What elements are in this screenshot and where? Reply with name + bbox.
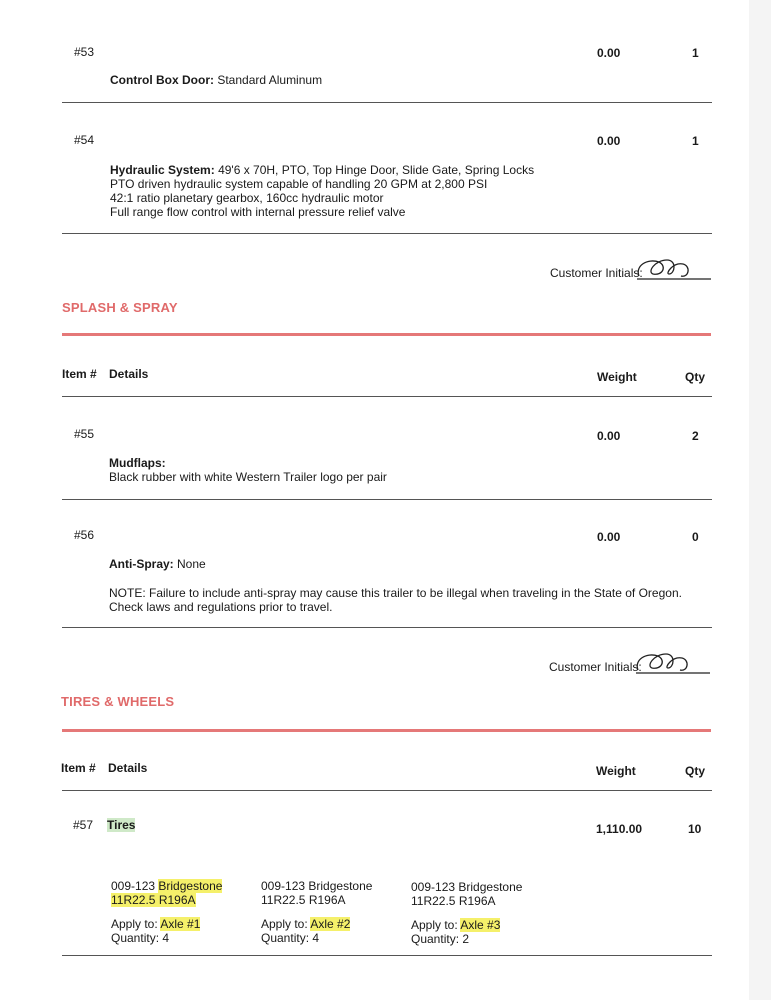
tire-spec: 009-123 Bridgestone 11R22.5 R196A Apply to: Axle #2 Quantity: 4 xyxy=(261,879,373,945)
customer-initials-label: Customer Initials: xyxy=(550,266,643,280)
item-weight: 1,110.00 xyxy=(596,822,643,836)
item-qty: 1 xyxy=(692,134,699,148)
header-weight: Weight xyxy=(596,764,636,778)
tire-spec: 009-123 Bridgestone 11R22.5 R196A Apply to: Axle #3 Quantity: 2 xyxy=(411,880,523,946)
header-item: Item # xyxy=(62,367,97,381)
item-qty: 1 xyxy=(692,46,699,60)
divider xyxy=(62,102,712,103)
note-line: NOTE: Failure to include anti-spray may cause this trailer to be illegal when traveling in the State of Oregon. xyxy=(109,586,682,600)
item-weight: 0.00 xyxy=(597,46,621,60)
header-qty: Qty xyxy=(685,370,706,384)
item-label: Control Box Door: xyxy=(110,73,214,87)
item-label: Tires xyxy=(107,818,136,832)
section-title: TIRES & WHEELS xyxy=(61,694,175,709)
initials-signature xyxy=(632,646,712,678)
divider xyxy=(62,627,712,628)
item-number: #57 xyxy=(73,818,94,832)
customer-initials-label: Customer Initials: xyxy=(549,660,642,674)
item-weight: 0.00 xyxy=(597,429,621,443)
page-edge xyxy=(749,0,771,1000)
detail-line: PTO driven hydraulic system capable of handling 20 GPM at 2,800 PSI xyxy=(110,177,488,191)
header-qty: Qty xyxy=(685,764,706,778)
item-value: 49'6 x 70H, PTO, Top Hinge Door, Slide Gate, Spring Locks xyxy=(218,163,535,177)
item-value: Standard Aluminum xyxy=(217,73,323,87)
divider xyxy=(62,396,712,397)
header-details: Details xyxy=(108,761,148,775)
section-divider xyxy=(62,729,711,732)
section-title: SPLASH & SPRAY xyxy=(62,300,178,315)
item-label: Anti-Spray: xyxy=(109,557,174,571)
divider xyxy=(62,233,712,234)
item-qty: 10 xyxy=(688,822,702,836)
note xyxy=(109,586,682,614)
detail-line: 42:1 ratio planetary gearbox, 160cc hydraulic motor xyxy=(110,191,384,205)
item-details xyxy=(109,456,387,484)
item-weight: 0.00 xyxy=(597,530,621,544)
section-divider xyxy=(62,333,711,336)
item-value: Black rubber with white Western Trailer logo per pair xyxy=(109,470,387,484)
item-details xyxy=(110,163,534,219)
detail-line: Full range flow control with internal pressure relief valve xyxy=(110,205,406,219)
item-number: #56 xyxy=(74,528,95,542)
tire-spec: 009-123 Bridgestone 11R22.5 R196A Apply to: Axle #1 Quantity: 4 xyxy=(111,879,223,945)
initials-signature xyxy=(633,252,713,284)
item-label: Mudflaps: xyxy=(109,456,166,470)
note-line: Check laws and regulations prior to travel. xyxy=(109,600,333,614)
header-weight: Weight xyxy=(597,370,637,384)
item-details xyxy=(110,73,322,87)
item-number: #53 xyxy=(74,45,95,59)
item-weight: 0.00 xyxy=(597,134,621,148)
item-qty: 2 xyxy=(692,429,699,443)
header-item: Item # xyxy=(61,761,96,775)
divider xyxy=(62,499,712,500)
item-qty: 0 xyxy=(692,530,699,544)
item-value: None xyxy=(177,557,206,571)
header-details: Details xyxy=(109,367,149,381)
item-details xyxy=(109,557,206,571)
divider xyxy=(62,955,712,956)
item-number: #54 xyxy=(74,133,95,147)
item-label: Hydraulic System: xyxy=(110,163,215,177)
divider xyxy=(62,790,712,791)
item-number: #55 xyxy=(74,427,95,441)
